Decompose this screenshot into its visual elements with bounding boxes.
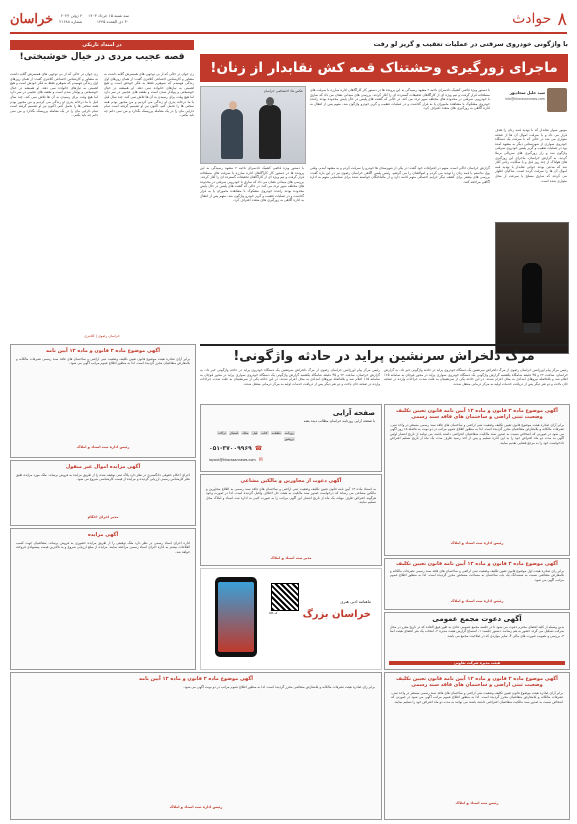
tab-newspaper: روزنامه — [284, 431, 294, 435]
invite-ad — [200, 474, 382, 566]
qr-label: کد QR — [269, 611, 278, 615]
app-ad — [200, 568, 382, 670]
second-col-1: رئیس مرکز پیام اورژانس خراسان رضوی از مرگ دلخراش سرنشین یک دستگاه خودروی پراید در حادثه واژگونی خبر داد. به گزارش خراسان، ساعت ۲۲ و ۴۵ دقیقه شامگاه یکشنبه گزارش واژگونی یک دستگاه خودروی سواری پراید در محور قوچان به سامانه ۱۱۵ اعلام شد و بلافاصله نیروهای امدادی به محل اعزام شدند. در این حادثه یکی از سرنشینان به علت شدت جراحات وارده در صحنه جان باخت و دو نفر دیگر پس از دریافت خدمات اولیه به مرکز درمانی منتقل شدند. — [384, 368, 568, 386]
right-ad-top-title: آگهی موضوع ماده ۳ قانون و ماده ۱۳ آیین نامه قانون تعیین تکلیف وضعیت ثبتی اراضی و ساختمان های فاقد سند رسمی — [396, 408, 558, 420]
left-ad-3-text: اداره اجرای اسناد رسمی در نظر دارد ملک توقیفی را از طریق مزایده حضوری به فروش برساند. متقاضیان جهت کسب اطلاعات بیشتر به اداره اجرای اسناد رسمی مراجعه نمایند. مزایده از مبلغ ارزیابی شروع و به بالاترین قیمت پیشنهادی فروخته خواهد شد. — [16, 541, 190, 554]
header-right — [512, 9, 567, 30]
email-row — [209, 457, 263, 463]
author-block — [495, 88, 567, 128]
bottom-right-title: آگهی موضوع ماده ۳ قانون و ماده ۱۳ آیین نامه قانون تعیین تکلیف وضعیت ثبتی اراضی و ساختمان های فاقد سند رسمی — [396, 676, 558, 688]
motorcycle-shape — [524, 323, 540, 333]
section-title: حوادث — [512, 11, 552, 27]
sidebar-source: خراسان رضوی | کلانتری — [84, 334, 120, 338]
sidebar-title: قصه عجیب مردی در خیال خوشبختی! — [19, 52, 185, 62]
second-col-2: رئیس مرکز پیام اورژانس خراسان رضوی از مرگ دلخراش سرنشین یک دستگاه خودروی پراید در حادثه واژگونی خبر داد. به گزارش خراسان، ساعت ۲۲ و ۴۵ دقیقه شامگاه یکشنبه گزارش واژگونی یک دستگاه خودروی سواری پراید در محور قوچان به سامانه ۱۱۵ اعلام شد و بلافاصله نیروهای امدادی به محل اعزام شدند. در این حادثه یکی از سرنشینان به علت شدت جراحات وارده در صحنه جان باخت و دو نفر دیگر پس از دریافت خدمات اولیه به مرکز درمانی منتقل شدند. — [200, 368, 380, 386]
left-ad-1-text: برابر آرای صادره هیئت موضوع قانون تعیین تکلیف وضعیت ثبتی اراضی و ساختمان های فاقد سند رسمی تصرفات مالکانه و بلامعارض متقاضیان محرز گردیده است. لذا به منظور اطلاع عموم مراتب آگهی می شود. — [16, 357, 190, 366]
left-ad-1-title: آگهی موضوع ماده ۳ قانون و ماده ۱۳ آیین نامه — [46, 348, 160, 354]
mail-icon: ✉ — [258, 457, 263, 463]
phone-row — [209, 445, 262, 452]
author-email: info@khorasannews.com — [505, 97, 545, 101]
left-ad-1-sign: رئیس اداره ثبت اسناد و املاک — [76, 445, 130, 449]
header-left — [10, 12, 129, 27]
masked-person-figure — [522, 263, 542, 323]
main-col-2: با دستور ویژه قاضی کشیک دادسرای ناحیه ۲ مشهد رسیدگی به این پرونده ها در دستور کار کارآگاهان اداره مبارزه با سرقت های مسلحانه قرار گرفت و تیم ویژه ای از کارآگاهان تحقیقات گسترده ای را آغاز کردند. بررسی های میدانی نشان می داد که سارق با خودرویی سرقتی در محدوده های مختلف شهر تردد می کند. در حالی که گشت های پلیس در حال پایش محدوده بودند راننده خودروی مشکوک با مشاهده ماموران پا به فرار گذاشت و در عملیات تعقیب و گریز خودرو واژگون شد. متهم پس از انتقال به اداره آگاهی به زورگیری های متعدد اعتراف کرد. — [310, 88, 490, 111]
invite-sign: مدیر ثبت اسناد و املاک — [270, 556, 312, 560]
app-sub: ماهنامه ادبی هنری — [340, 599, 371, 604]
surveillance-photo — [495, 222, 569, 354]
officer-head — [229, 101, 237, 110]
issue-number: شماره ۲۱۶۸۸ — [59, 19, 83, 24]
bottom-right-sign: رئیس ثبت اسناد و املاک — [455, 801, 499, 805]
layout-service-ad — [200, 404, 382, 472]
sidebar-col-2: زن جوان در حالی که از بی توجهی های همسرش گلایه داشت به مشاور و کارشناس اجتماعی کلانتری گفت: از همان روزهای اول زندگی فهمیدم که شوهرم فقط به فکر خودش است و هیچ اهمیتی به نیازهای خانواده نمی دهد. او همیشه در خیال خوشبختی و پولدار شدن است و نقشه های عجیبی در سر دارد اما هیچ وقت برای رسیدن به آن ها تلاش نمی کند. چند سال قبل با ما درخانه پدری او زندگی می کردیم و من مجبور بودم همه سختی ها را تحمل کنم. اکنون نیز او تصمیم گرفته است تمام دارایی مان را در یک معامله پرریسک بگذارد و من نمی دانم چه باید بکنم... — [104, 72, 194, 118]
right-ad-mid-text: برابر رای صادره هیئت اول موضوع قانون تعیین تکلیف وضعیت ثبتی اراضی و ساختمان های فاقد سند رسمی تصرفات مالکانه و بلامعارض متقاضی نسبت به ششدانگ یک باب ساختمان به مساحت مشخص محرز گردیده است. لذا به منظور اطلاع عموم مراتب آگهی می شود. — [390, 569, 564, 582]
tab-magazine: مجله — [242, 431, 249, 435]
bottom-left-title: آگهی موضوع ماده ۳ قانون و ماده ۱۳ آیین نامه — [139, 676, 253, 682]
second-headline: مرگ دلخراش سرنشین پراید در حادثه واژگونی! — [200, 344, 568, 368]
newspaper-logo: خراسان — [10, 11, 54, 27]
right-ad-top-text: برابر آرای صادره هیئت موضوع قانون تعیین تکلیف وضعیت ثبتی اراضی و ساختمان های فاقد سند رسمی مستقر در واحد ثبتی، تصرفات مالکانه و بلامعارض متقاضیان محرز گردیده است. لذا به منظور اطلاع عموم مراتب در دو نوبت به فاصله ۱۵ روز آگهی می شود در صورتی که اشخاص نسبت به صدور سند مالکیت متقاضیان اعتراضی داشته باشند می توانند از تاریخ انتشار اولین آگهی به مدت دو ماه اعتراض خود را به این اداره تسلیم و پس از اخذ رسید ظرف مدت یک ماه از تاریخ تسلیم اعتراض دادخواست خود را به مرجع قضایی تقدیم نمایند. — [390, 423, 564, 445]
tab-label: لیبل — [252, 431, 258, 435]
meeting-ad — [384, 612, 570, 670]
right-ad-mid-sign: رئیس اداره ثبت اسناد و املاک — [450, 599, 504, 603]
author-photo — [547, 88, 567, 112]
date-hijri: ۳۰ ذی القعده ۱۴۴۵ — [96, 19, 129, 24]
right-ad-mid — [384, 558, 570, 610]
invite-text: به استناد ماده ۱۳ آیین نامه قانون تعیین تکلیف وضعیت ثبتی اراضی و ساختمان های فاقد سند رسمی به اطلاع مجاورین و مالکین مشاعی می رساند که درخواست صدور سند مالکیت به هیئت حل اختلاف واصل گردیده است. لذا در صورت وجود هرگونه اعتراض ظرف مهلت یک ماه از تاریخ انتشار این آگهی مراتب را به صورت کتبی به اداره ثبت اسناد و املاک محل تسلیم نمایند. — [206, 487, 376, 505]
tab-book: کتاب — [261, 431, 268, 435]
police-officer-figure — [221, 109, 243, 159]
tab-sticker: استیکر — [229, 431, 239, 435]
app-title: خراسان بزرگ — [302, 609, 371, 620]
sidebar-col-1: زن جوان در حالی که از بی توجهی های همسرش گلایه داشت به مشاور و کارشناس اجتماعی کلانتری گفت: از همان روزهای اول زندگی فهمیدم که شوهرم فقط به فکر خودش است و هیچ اهمیتی به نیازهای خانواده نمی دهد. او همیشه در خیال خوشبختی و پولدار شدن است و نقشه های عجیبی در سر دارد اما هیچ وقت برای رسیدن به آن ها تلاش نمی کند. چند سال قبل با ما درخانه پدری او زندگی می کردیم و من مجبور بودم همه سختی ها را تحمل کنم. اکنون نیز او تصمیم گرفته است تمام دارایی مان را در یک معامله پرریسک بگذارد و من نمی دانم چه باید بکنم... — [10, 72, 98, 118]
invite-title: آگهی دعوت از مجاورین و مالکین مشاعی — [240, 478, 342, 484]
left-ad-3-title: آگهی مزایده — [87, 532, 119, 538]
qr-code-icon — [271, 583, 299, 611]
issue-block — [59, 13, 82, 25]
left-ad-2-text: اجرای احکام حقوقی دادگستری در نظر دارد پلاک ثبتی توقیف شده را از طریق مزایده به فروش برساند. ملک مورد مزایده طبق نظر کارشناس رسمی ارزیابی گردیده و مزایده از قیمت کارشناسی شروع می شود. — [16, 473, 190, 482]
tab-brochure: بروشور — [284, 437, 294, 441]
left-ad-2 — [10, 460, 196, 526]
suspect-head — [266, 97, 274, 106]
phone-screen — [218, 582, 254, 652]
suspect-figure — [259, 105, 281, 159]
main-col-1: موتور سوار نقابدار که با تهدید قمه زنان را هدف قرار می داد و با سرقت اموال آن ها از صحنه متواری می شد در حالی که با سرقت یک دستگاه خودروی سواری از شهرستانی دیگر به مشهد آمده بود در عملیات تعقیب و گریز پلیس خودروی سرقتی واژگون شد و راز زورگیری های سریالی برملا گردید. به گزارش خراسان، ماجرای این زورگیری های هولناک از چند روز قبل و با شکایت زنانی آغاز شد که مدعی بودند جوانی نقابدار با تهدید قمه اموال آن ها را سرقت کرده است. شاکیان اظهار می کردند که سارق مسلح با سرعت از محل متواری شده است. — [495, 128, 567, 183]
bottom-right-text: برابر آرای صادره هیئت موضوع قانون تعیین تکلیف وضعیت ثبتی اراضی و ساختمان های فاقد سند رسمی مستقر در واحد ثبتی، تصرفات مالکانه و بلامعارض متقاضیان محرز گردیده است. لذا به منظور اطلاع عموم مراتب آگهی می شود در صورتی که اشخاص نسبت به صدور سند مالکیت متقاضیان اعتراضی داشته باشند می توانند به مدت دو ماه اعتراض خود را تسلیم نمایند. — [391, 691, 563, 704]
meeting-sign: هیئت مدیره شرکت تعاونی — [389, 661, 565, 665]
right-ad-mid-title: آگهی موضوع ماده ۳ قانون و ماده ۱۳ آیین نامه قانون تعیین تکلیف — [396, 561, 558, 567]
date-gregorian: ۴ ژوئن ۲۰۲۴ — [60, 13, 83, 18]
tab-flyer: تراکت — [218, 431, 226, 435]
date-block — [88, 13, 129, 25]
left-ad-2-sign: مدیر اجرای احکام — [87, 515, 119, 519]
main-col-4: با دستور ویژه قاضی کشیک دادسرای ناحیه ۲ مشهد رسیدگی به این پرونده ها در دستور کار کارآگاهان اداره مبارزه با سرقت های مسلحانه قرار گرفت و تیم ویژه ای از کارآگاهان تحقیقات گسترده ای را آغاز کردند. بررسی های میدانی نشان می داد که سارق با خودرویی سرقتی در محدوده های مختلف شهر تردد می کند. در حالی که گشت های پلیس در حال پایش محدوده بودند راننده خودروی مشکوک با مشاهده ماموران پا به فرار گذاشت و در عملیات تعقیب و گریز خودرو واژگون شد. متهم پس از انتقال به اداره آگاهی به زورگیری های متعدد اعتراف کرد. — [200, 166, 304, 203]
phone-mockup — [215, 577, 257, 657]
left-ad-1 — [10, 344, 196, 458]
layout-ad-sub: با صفحه آرایی روزنامه خراسان مطالب دیده بشه — [303, 419, 375, 423]
layout-ad-title: صفحه آرایی — [332, 409, 375, 417]
meeting-text: بدین وسیله از کلیه اعضای محترم دعوت می شود تا در جلسه مجمع عمومی عادی به طور فوق العاده که در تاریخ مقرر در محل شرکت تشکیل می گردد حضور به هم رسانند. دستور جلسه: ۱- استماع گزارش هیئت مدیره ۲- انتخاب یک نفر اعضای هیئت امنا ۳- بررسی و تصویب صورت های مالی ۴- سایر مواردی که در صلاحیت مجمع می باشد. — [390, 625, 564, 638]
page-number: ۸ — [557, 8, 567, 30]
left-ad-3 — [10, 528, 196, 670]
layout-phone: ۰۵۱-۳۷۰۰۹۹۶۹ — [209, 445, 252, 452]
photo-caption: عکس ها: اختصاصی خراسان — [263, 89, 303, 93]
bottom-left-sign: رئیس اداره ثبت اسناد و املاک — [169, 805, 223, 809]
main-col-3: گزارش خراسان حاکی است، متهم در اعترافات خود گفت: در یکی از شهرستان ها خودرو را سرقت کردم و به مشهد آمدم. وقتی پول نداشتم با قمه زنان را تهدید می کردم و اموالشان را می گرفتم. رئیس پلیس آگاهی خراسان رضوی نیز در این باره گفت: بررسی های بیشتر برای کشف دیگر جرایم احتمالی متهم ادامه دارد و از مالباختگان خواسته شده برای شناسایی متهم به اداره آگاهی مراجعه کنند. — [310, 166, 490, 184]
date-persian: سه شنبه ۱۵ خرداد ۱۴۰۳ — [88, 13, 129, 18]
right-ad-top — [384, 404, 570, 556]
bottom-wide-ad-left — [10, 672, 382, 820]
page-header — [10, 6, 567, 34]
right-ad-top-sign: رئیس اداره ثبت اسناد و املاک — [450, 541, 504, 545]
main-photo — [200, 86, 306, 164]
sidebar-kicker: در امتداد تاریکی — [10, 40, 194, 50]
bottom-wide-ad-right — [384, 672, 570, 820]
layout-ad-tabs — [205, 431, 295, 441]
phone-icon: ☎ — [254, 445, 263, 452]
main-headline: ماجرای زورگیری وحشتناک قمه کش نقابدار از زنان! — [200, 54, 568, 82]
meeting-title: آگهی دعوت مجمع عمومی — [432, 615, 522, 623]
main-kicker: با واژگونی خودروی سرقتی در عملیات تعقیب و گریز لو رفت — [373, 40, 568, 48]
author-name: سید خلیل سجادپور — [509, 90, 545, 95]
layout-email: layout@khorasannews.com — [209, 458, 256, 462]
bottom-left-text: برابر رای صادره هیئت تصرفات مالکانه و بلامعارض متقاضی محرز گردیده است. لذا به منظور اطلاع عموم مراتب در دو نوبت آگهی می شود. — [183, 685, 375, 689]
left-ad-2-title: آگهی مزایده اموال غیر منقول — [65, 464, 141, 470]
tab-monthly: ماهنامه — [271, 431, 281, 435]
